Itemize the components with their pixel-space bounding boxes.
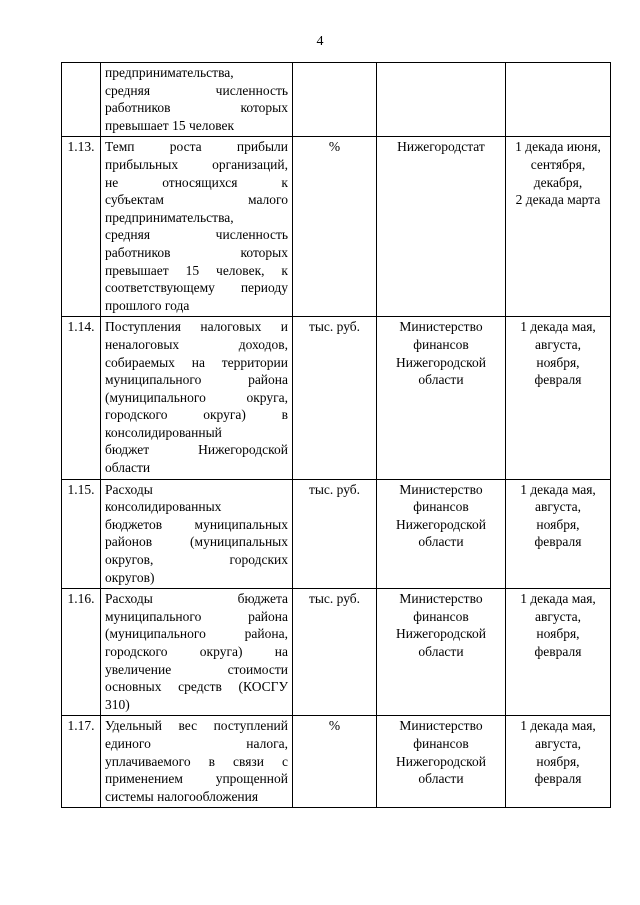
unit-of-measure: тыс. руб. <box>293 589 377 716</box>
data-source-line: финансов <box>413 336 469 352</box>
data-source <box>377 589 506 716</box>
submission-deadline-line: августа, <box>534 608 582 624</box>
indicator-name-line: работников которых <box>105 244 288 260</box>
page-number: 4 <box>316 34 324 49</box>
indicator-name-line: превышает 15 человек <box>105 117 235 133</box>
indicator-name-line: субъектам малого <box>105 192 288 208</box>
data-source-line: Нижегородской <box>396 354 486 370</box>
indicator-name-line: средняя численность <box>105 227 288 243</box>
indicator-name-line: Темп роста прибыли <box>105 139 288 155</box>
indicator-name-line: применением упрощенной <box>105 771 288 787</box>
data-source-line: Нижегородской <box>396 626 486 642</box>
indicator-name <box>101 479 293 589</box>
indicator-name-line: городского округа) на <box>105 644 288 659</box>
unit-of-measure: тыс. руб. <box>293 317 377 479</box>
indicator-name <box>101 716 293 808</box>
indicator-number: 1.14. <box>62 317 101 479</box>
indicator-name-line: муниципального района <box>105 608 288 624</box>
indicator-name-line: районов (муниципальных <box>105 534 288 550</box>
data-source <box>377 63 506 137</box>
table-row <box>62 589 611 716</box>
submission-deadline-line: 1 декада мая, <box>520 319 596 335</box>
indicator-name-line: соответствующему периоду <box>105 280 288 296</box>
submission-deadline <box>506 479 611 589</box>
submission-deadline-line: ноября, <box>536 753 580 769</box>
table-row <box>62 317 611 479</box>
submission-deadline <box>506 716 611 808</box>
indicator-name-line: системы налогообложения <box>105 788 259 804</box>
indicator-name-line: неналоговых доходов, <box>105 336 288 352</box>
indicator-name-line: (муниципального округа, <box>105 389 288 405</box>
table-row <box>62 716 611 808</box>
indicator-name <box>101 589 293 716</box>
indicator-number: 1.16. <box>62 589 101 716</box>
indicator-name-line: собираемых на территории <box>105 354 288 370</box>
submission-deadline-line: ноября, <box>536 626 580 642</box>
indicator-name <box>101 137 293 317</box>
indicator-name-line: не относящихся к <box>105 174 288 190</box>
indicator-name-line: уплачиваемого в связи с <box>105 753 288 769</box>
data-source-line: области <box>418 372 464 388</box>
unit-of-measure: % <box>293 137 377 317</box>
indicator-name-line: бюджет Нижегородской <box>105 442 288 458</box>
submission-deadline-line: ноября, <box>536 516 580 532</box>
data-source <box>377 479 506 589</box>
indicator-name-line: средняя численность <box>105 82 288 98</box>
indicator-name-line: бюджетов муниципальных <box>105 516 288 532</box>
indicator-name-line: муниципального района <box>105 372 288 388</box>
indicator-name-line: 310) <box>105 696 130 712</box>
indicator-name-line: округов) <box>105 569 155 585</box>
submission-deadline-line: декабря, <box>533 174 583 190</box>
indicator-name-line: единого налога, <box>105 735 288 751</box>
data-source-line: области <box>418 534 464 550</box>
indicator-name-line: консолидированный <box>105 424 222 440</box>
data-source-line: Нижегородской <box>396 516 486 532</box>
indicator-name-line: Поступления налоговых и <box>105 319 288 335</box>
data-source-line: Министерство <box>399 718 483 734</box>
indicator-number: 1.13. <box>62 137 101 317</box>
submission-deadline-line: ноября, <box>536 354 580 370</box>
data-source-line: Нижегородской <box>396 753 486 769</box>
table-row <box>62 63 611 137</box>
unit-of-measure: % <box>293 716 377 808</box>
indicator-number: 1.17. <box>62 716 101 808</box>
indicator-number <box>62 63 101 137</box>
submission-deadline-line: 1 декада мая, <box>520 591 596 607</box>
indicator-name-line: (муниципального района, <box>105 626 288 642</box>
data-source-line: Министерство <box>399 319 483 335</box>
indicator-name-line: Удельный вес поступлений <box>105 718 288 734</box>
unit-of-measure <box>293 63 377 137</box>
submission-deadline-line: февраля <box>534 534 582 550</box>
data-source-line: финансов <box>413 499 469 515</box>
indicator-name-line: работников которых <box>105 100 288 116</box>
submission-deadline-line: августа, <box>534 499 582 515</box>
indicators-table <box>61 62 611 808</box>
data-source <box>377 716 506 808</box>
indicator-name <box>101 317 293 479</box>
indicators-table-body <box>62 63 611 808</box>
submission-deadline <box>506 63 611 137</box>
unit-of-measure: тыс. руб. <box>293 479 377 589</box>
data-source-line: Министерство <box>399 481 483 497</box>
submission-deadline-line: 1 декада мая, <box>520 718 596 734</box>
indicator-name-line: прошлого года <box>105 297 190 313</box>
data-source <box>377 317 506 479</box>
submission-deadline-line: августа, <box>534 336 582 352</box>
data-source-line: области <box>418 771 464 787</box>
submission-deadline <box>506 589 611 716</box>
submission-deadline <box>506 137 611 317</box>
indicator-number: 1.15. <box>62 479 101 589</box>
indicator-name-line: предпринимательства, <box>105 209 234 225</box>
indicator-name <box>101 63 293 137</box>
submission-deadline-line: февраля <box>534 644 582 659</box>
indicator-name-line: округов, городских <box>105 552 288 568</box>
data-source-line: финансов <box>413 735 469 751</box>
submission-deadline-line: 1 декада мая, <box>520 481 596 497</box>
table-row <box>62 137 611 317</box>
submission-deadline-line: 2 декада марта <box>515 192 601 208</box>
indicator-name-line: предпринимательства, <box>105 65 234 80</box>
indicator-name-line: Расходы <box>105 481 153 497</box>
indicator-name-line: Расходы бюджета <box>105 591 288 607</box>
data-source <box>377 137 506 317</box>
submission-deadline-line: сентября, <box>530 156 586 172</box>
indicator-name-line: основных средств (КОСГУ <box>105 679 288 695</box>
submission-deadline-line: августа, <box>534 735 582 751</box>
indicator-name-line: консолидированных <box>105 499 222 515</box>
submission-deadline <box>506 317 611 479</box>
submission-deadline-line: февраля <box>534 372 582 388</box>
data-source-line: области <box>418 644 464 659</box>
data-source-line: Нижегородстат <box>397 139 485 155</box>
data-source-line: финансов <box>413 608 469 624</box>
table-row <box>62 479 611 589</box>
data-source-line: Министерство <box>399 591 483 607</box>
indicator-name-line: увеличение стоимости <box>105 661 288 677</box>
indicator-name-line: прибыльных организаций, <box>105 156 288 172</box>
indicator-name-line: области <box>105 460 151 476</box>
submission-deadline-line: февраля <box>534 771 582 787</box>
submission-deadline-line: 1 декада июня, <box>515 139 601 155</box>
indicator-name-line: городского округа) в <box>105 407 288 423</box>
indicator-name-line: превышает 15 человек, к <box>105 262 288 278</box>
